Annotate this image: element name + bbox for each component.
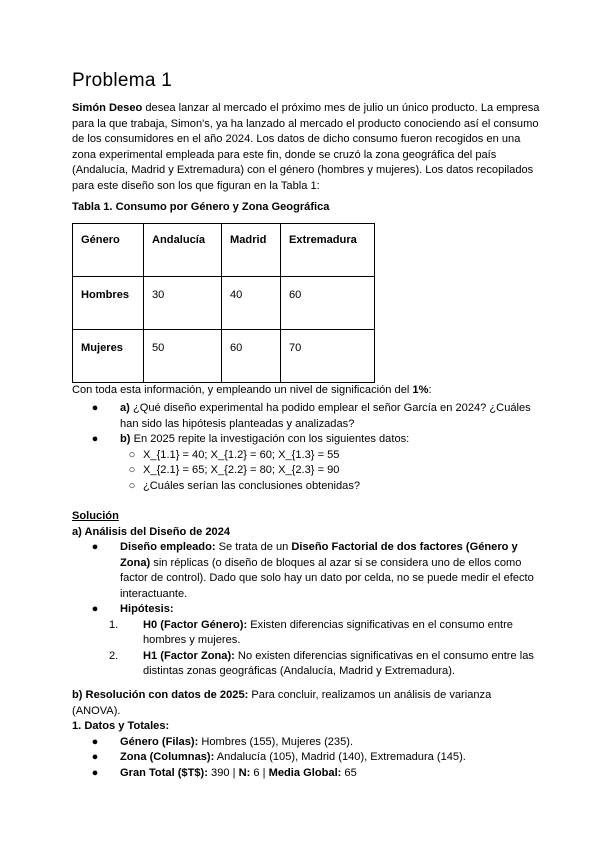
table-header-row	[73, 224, 375, 277]
solution-section	[72, 509, 542, 680]
list-item: ● Zona (Columnas): Andalucía (105), Madrid (140), Extremadura (145).	[91, 751, 466, 763]
row-label: Hombres	[73, 277, 144, 330]
list-item: ● Hipótesis:	[91, 603, 174, 615]
questions-list	[72, 401, 542, 494]
list-item: ● b) En 2025 repite la investigación con los siguientes datos:	[91, 433, 410, 445]
question-intro: Con toda esta información, y empleando un nivel de significación del 1%:	[72, 384, 432, 396]
row-label: Mujeres	[73, 330, 144, 383]
list-item: ○ X_{1.1} = 40; X_{1.2} = 60; X_{1.3} = 55	[128, 448, 340, 461]
list-item: ○ X_{2.1} = 65; X_{2.2} = 80; X_{2.3} = 90	[128, 464, 340, 476]
table-caption: Tabla 1. Consumo por Género y Zona Geográfica	[72, 201, 330, 213]
header-cell: Extremadura	[281, 224, 375, 277]
table-cell: 60	[281, 277, 375, 330]
table-cell: 60	[222, 330, 281, 383]
consumption-table	[72, 223, 375, 383]
intro-text: desea lanzar al mercado el próximo mes de julio un único producto. La empresa para la que trabaja, Simon's, ya ha lanzado al mercado el producto conociendo así el consumo de los consumidores en el año 2024. Los datos de dicho consumo fueron recogidos en una zona experimental empleada para este fin, donde se cruzó la zona geográfica del país (Andalucía, Madrid y Extremadura) con el género (hombres y mujeres). Los datos recopilados para este diseño son los que figuran en la Tabla 1:	[72, 102, 540, 192]
solution-heading: Solución	[72, 510, 119, 522]
list-item: ● Gran Total ($T$): 390 | N: 6 | Media Global: 65	[91, 766, 357, 779]
list-item: 2. H1 (Factor Zona): No existen diferencias significativas en el consumo entre las distintas zonas geográficas (Andalucía, Madrid y Extremadura).	[109, 649, 534, 677]
list-item: ● Diseño empleado: Se trata de un Diseño Factorial de dos factores (Género y Zona) sin réplicas (o diseño de bloques al azar si se considera uno de ellos como factor de control). Dado que solo hay un dato por celda, no se puede medir el efecto interactuante.	[91, 541, 534, 600]
table-cell: 50	[144, 330, 222, 383]
page-title: Problema 1	[72, 70, 173, 91]
list-item: 1. H0 (Factor Género): Existen diferencias significativas en el consumo entre hombres y mujeres.	[109, 618, 513, 646]
header-cell: Andalucía	[144, 224, 222, 277]
table-row	[73, 330, 375, 383]
header-cell: Madrid	[222, 224, 281, 277]
intro-name: Simón Deseo	[72, 102, 143, 114]
list-item: ● Género (Filas): Hombres (155), Mujeres (235).	[91, 735, 354, 748]
resolution-section: b) Resolución con datos de 2025: Para concluir, realizamos un análisis de varianza (ANOVA). 1. Datos y Totales: ● Género (Filas): Hombres (155), Mujeres (235). ● Zona (Columnas): Andalucía (105), Madrid (140), Extremadura (145). ● Gran Total ($T$): 390 | N: 6 | Media Global: 65	[72, 688, 542, 781]
table-row	[73, 277, 375, 330]
list-item: ○ ¿Cuáles serían las conclusiones obtenidas?	[128, 479, 361, 492]
section-heading: a) Análisis del Diseño de 2024	[72, 525, 231, 538]
table-cell: 40	[222, 277, 281, 330]
table-cell: 70	[281, 330, 375, 383]
list-item: ● a) ¿Qué diseño experimental ha podido emplear el señor García en 2024? ¿Cuáles han sido las hipótesis planteadas y analizadas?	[91, 402, 531, 430]
header-cell: Género	[73, 224, 144, 277]
table-cell: 30	[144, 277, 222, 330]
intro-paragraph	[72, 101, 542, 194]
